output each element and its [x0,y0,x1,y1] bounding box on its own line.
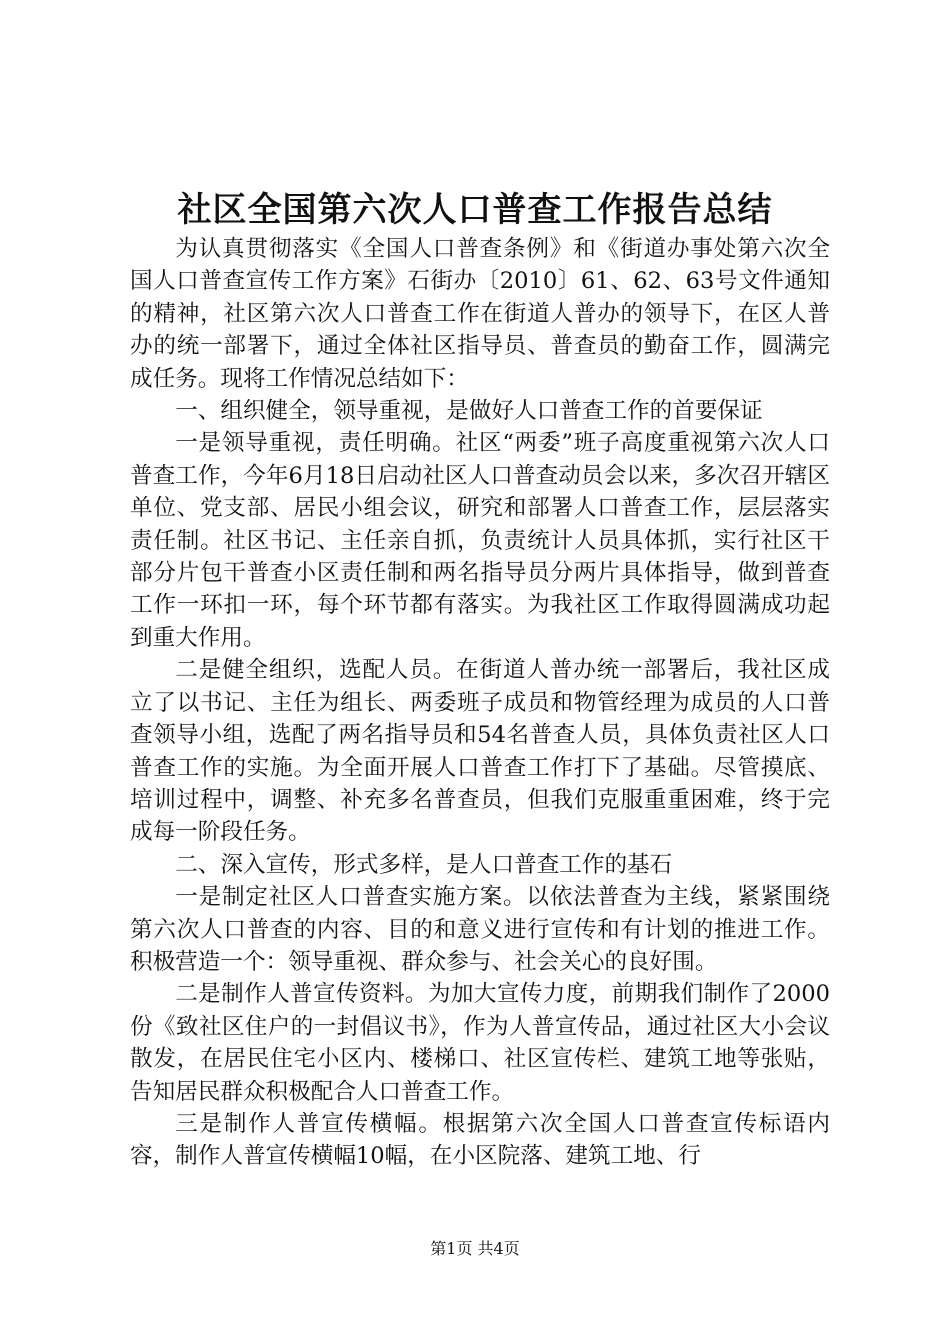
section-heading-1: 一、组织健全，领导重视，是做好人口普查工作的首要保证 [175,398,763,425]
paragraph-plan: 一是制定社区人口普查实施方案。以依法普查为主线，紧紧围绕第六次人口普查的内容、目的和意义进行宣传和有计划的推进工作。积极营造一个：领导重视、群众参与、社会关心的良好围。 [130,884,830,975]
paragraph-leadership: 一是领导重视，责任明确。社区“两委”班子高度重视第六次人口普查工作，今年6月18日启动社区人口普查动员会以来，多次召开辖区单位、党支部、居民小组会议，研究和部署人口普查工作，层层落实责任制。社区书记、主任亲自抓，负责统计人员具体抓，实行社区干部分片包干普查小区责任制和两名指导员分两片具体指导，做到普查工作一环扣一环，每个环节都有落实。为我社区工作取得圆满成功起到重大作用。 [130,430,830,651]
document-body [130,233,830,1173]
paragraph-organization: 二是健全组织，选配人员。在街道人普办统一部署后，我社区成立了以书记、主任为组长、两委班子成员和物管经理为成员的人口普查领导小组，选配了两名指导员和54名普查人员，具体负责社区人口普查工作的实施。为全面开展人口普查工作打下了基础。尽管摸底、培训过程中，调整、补充多名普查员，但我们克服重重困难，终于完成每一阶段任务。 [130,657,830,846]
page-number-footer: 第1页 共4页 [430,1239,520,1258]
paragraph-banners: 三是制作人普宣传横幅。根据第六次全国人口普查宣传标语内容，制作人普宣传横幅10幅，在小区院落、建筑工地、行 [130,1110,830,1170]
paragraph-intro: 为认真贯彻落实《全国人口普查条例》和《街道办事处第六次全国人口普查宣传工作方案》石街办〔2010〕61、62、63号文件通知的精神，社区第六次人口普查工作在街道人普办的领导下，在区人普办的统一部署下，通过全体社区指导员、普查员的勤奋工作，圆满完成任务。现将工作情况总结如下： [130,236,830,392]
paragraph-materials: 二是制作人普宣传资料。为加大宣传力度，前期我们制作了2000份《致社区住户的一封倡议书》，作为人普宣传品，通过社区大小会议散发，在居民住宅小区内、楼梯口、社区宣传栏、建筑工地等张贴，告知居民群众积极配合人口普查工作。 [130,981,830,1105]
document-title: 社区全国第六次人口普查工作报告总结 [177,190,773,230]
section-heading-2: 二、深入宣传，形式多样，是人口普查工作的基石 [175,851,673,878]
